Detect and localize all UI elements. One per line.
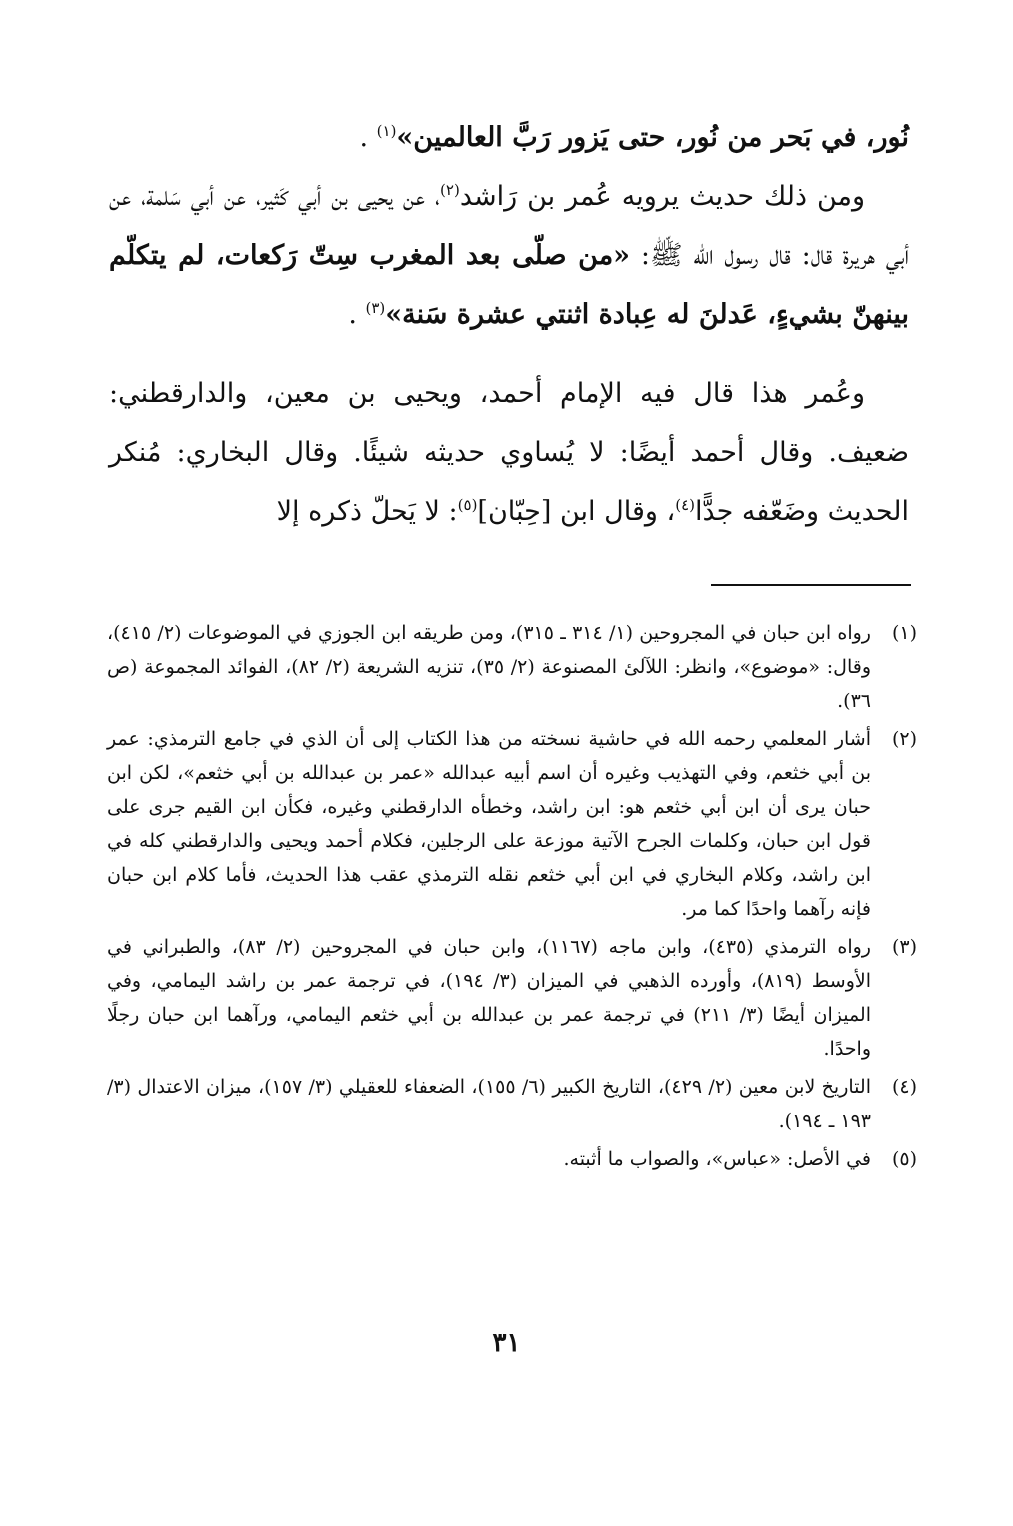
footnote-1: [107, 616, 917, 718]
paragraph-2: [109, 167, 909, 344]
footnote-text: التاريخ لابن معين (٢/ ٤٢٩)، التاريخ الكبير (٦/ ١٥٥)، الضعفاء للعقيلي (٣/ ١٥٧)، ميزان الاعتدال (٣/ ١٩٣ ـ ١٩٤).: [107, 1076, 871, 1132]
footnote-number: (١): [891, 622, 917, 644]
text: .: [359, 122, 377, 153]
bold-text: نُور، في بَحر من نُور، حتى يَزور رَبَّ العالمين»: [396, 122, 909, 153]
page-number: ٣١: [492, 1328, 521, 1358]
text: .: [348, 299, 366, 330]
footnote-number: (٢): [891, 728, 917, 750]
text: ومن ذلك حديث يرويه عُمر بن رَاشد: [459, 181, 865, 212]
footnote-4: [107, 1070, 917, 1138]
text: : لا يَحلّ ذكره إلا: [276, 496, 458, 527]
footnote-3: [107, 930, 917, 1066]
text: ، عن يحيى بن أبي كَثير، عن أبي سَلمة، عن أبي هريرة قال: قال رسول الله ﷺ:: [109, 181, 909, 271]
paragraph-1: [109, 108, 909, 167]
footnote-number: (٣): [891, 936, 917, 958]
footnote-text: في الأصل: «عباس»، والصواب ما أثبته.: [563, 1148, 871, 1170]
footnote-2: [107, 722, 917, 926]
text: وعُمر هذا قال فيه الإمام أحمد، ويحيى بن معين، والدارقطني: ضعيف. وقال أحمد أيضًا: لا يُساوي حديثه شيئًا. وقال البخاري: مُنكر الحديث وضَعّفه جدًّا: [109, 378, 909, 527]
footnote-divider: [711, 584, 911, 586]
hadith-text: «من صلّى بعد المغرب سِتّ رَكعات، لم يتكلّم بينهنّ بشيءٍ، عَدلنَ له عِبادة اثنتي عشرة سَنة»: [109, 240, 909, 330]
footnote-ref[interactable]: (٢): [440, 181, 460, 199]
footnote-text: أشار المعلمي رحمه الله في حاشية نسخته من هذا الكتاب إلى أن الذي في جامع الترمذي: عمر بن أبي خثعم، وفي التهذيب وغيره أن اسم أبيه عبدالله «عمر بن عبدالله بن أبي خثعم»، لكن ابن حبان يرى أن ابن أبي خثعم هو: ابن راشد، وخطأه الدارقطني وغيره، فكأن ابن القيم جرى على قول ابن حبان، وكلمات الجرح الآتية موزعة على الرجلين، فكلام أحمد ويحيى والدارقطني كله في ابن راشد، وكلام البخاري في ابن أبي خثعم نقله الترمذي عقب هذا الحديث، فأما كلام ابن حبان فإنه رآهما واحدًا كما مر.: [107, 728, 871, 920]
footnote-ref[interactable]: (١): [376, 122, 397, 140]
main-text: [109, 108, 909, 541]
footnote-ref[interactable]: (٤): [675, 496, 695, 514]
footnote-ref[interactable]: (٥): [457, 496, 478, 514]
footnote-text: رواه الترمذي (٤٣٥)، وابن ماجه (١١٦٧)، وابن حبان في المجروحين (٢/ ٨٣)، والطبراني في الأوسط (٨١٩)، وأورده الذهبي في الميزان (٣/ ١٩٤)، في ترجمة عمر بن راشد اليمامي، وفي الميزان أيضًا (٣/ ٢١١) في ترجمة عمر بن عبدالله بن أبي خثعم اليمامي، ورآهما ابن حبان رجلًا واحدًا.: [107, 936, 871, 1060]
footnote-text: رواه ابن حبان في المجروحين (١/ ٣١٤ ـ ٣١٥)، ومن طريقه ابن الجوزي في الموضوعات (٢/ ٤١٥)، وقال: «موضوع»، وانظر: اللآلئ المصنوعة (٢/ ٣٥)، تنزيه الشريعة (٢/ ٨٢)، الفوائد المجموعة (ص ٣٦).: [107, 622, 871, 712]
footnote-ref[interactable]: (٣): [365, 299, 386, 317]
footnote-number: (٤): [891, 1076, 917, 1098]
paragraph-3: [109, 364, 909, 541]
footnote-number: (٥): [891, 1148, 917, 1170]
footnotes: [107, 616, 917, 1180]
text: ، وقال ابن [حِبّان]: [477, 496, 676, 527]
footnote-5: [107, 1142, 917, 1176]
